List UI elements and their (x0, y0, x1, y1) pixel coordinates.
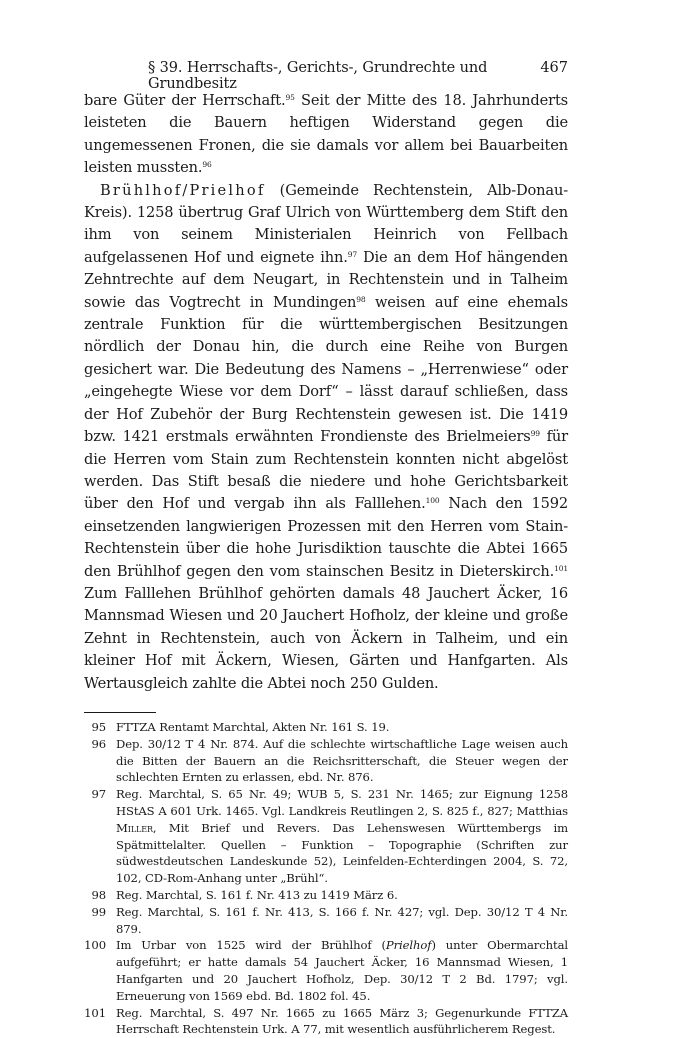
footnote-ref: 97 (347, 249, 357, 259)
text-run: Die an dem Hof hängenden Zehntrechte auf dem Neugart, in Rechtenstein und in Talheim sowie das Vogtrecht in Mundingen (84, 248, 568, 311)
place-name: Brühlhof/Prielhof (100, 181, 266, 199)
footnote-number: 99 (91, 904, 106, 919)
footnote-ref: 96 (202, 160, 212, 170)
text-run: (Gemeinde Rechtenstein, Alb-Donau-Kreis). 1258 übertrug Graf Ulrich von Württemberg dem Stift den ihm von seinem Ministerialen Heinrich von Fellbach aufgelassenen Hof und eignete ihn. (84, 181, 568, 266)
text-run: für die Herren vom Stain zum Rechtenstein konnten nicht abgelöst werden. Das Stift besaß die niedere und hohe Gerichtsbarkeit über den Hof und vergab ihn als Falllehen. (84, 428, 568, 513)
footnote-ref: 99 (530, 429, 540, 439)
footnote-text: FTTZA Rentamt Marchtal, Akten Nr. 161 S. 19. (116, 719, 390, 734)
footnote-number: 97 (91, 787, 106, 802)
footnote-text: Reg. Marchtal, S. 497 Nr. 1665 zu 1665 März 3; Gegenurkunde FTTZA Herrschaft Rechtenstein Urk. A 77, mit wesentlich ausführlicherem Regest. (116, 1005, 568, 1037)
footnote (84, 1005, 568, 1038)
footnote-text: ) unter Obermarchtal aufgeführt; er hatte damals 54 Jauchert Äcker, 16 Mannsmad Wiesen, 1 Hanfgarten und 20 Jauchert Hofholz, Dep. 30/12 T 2 Bd. 1797; vgl. Erneuerung von 1569 ebd. Bd. 1802 fol. 45. (116, 938, 568, 1003)
footnote-ref: 100 (425, 496, 440, 506)
footnote (84, 786, 568, 887)
text-run: weisen auf eine ehemals zentrale Funktion für die württembergischen Besitzungen nördlich der Donau hin, die durch eine Reihe von Burgen gesichert war. Die Bedeutung des Namens – „Herrenwiese“ oder „eingehegte Wiese vor dem Dorf“ – lässt darauf schließen, dass der Hof Zubehör der Burg Rechtenstein gewesen ist. Die 1419 bzw. 1421 erstmals erwähnten Frondienste des Brielmeiers (84, 293, 568, 446)
running-header (84, 56, 568, 92)
text-run: Seit der Mitte des 18. Jahrhunderts leisteten die Bauern heftigen Widerstand gegen die ungemessenen Fronen, die sie damals vor allem bei Bauarbeiten leisten mussten. (84, 92, 568, 177)
footnotes (84, 719, 568, 1038)
footnote-number: 95 (91, 719, 106, 734)
page-number: 467 (540, 60, 568, 76)
author-name: Miller (116, 820, 153, 835)
footnote-ref: 95 (285, 93, 295, 102)
footnote-text: Reg. Marchtal, S. 161 f. Nr. 413, S. 166 f. Nr. 427; vgl. Dep. 30/12 T 4 Nr. 879. (116, 904, 568, 936)
footnote (84, 736, 568, 786)
paragraph (84, 180, 568, 695)
footnote (84, 937, 568, 1004)
paragraph (84, 90, 568, 180)
footnote-number: 100 (84, 938, 106, 953)
footnote-ref: 98 (356, 294, 366, 304)
text-run: Zum Falllehen Brühlhof gehörten damals 48 Jauchert Äcker, 16 Mannsmad Wiesen und 20 Jauchert Hofholz, der kleine und große Zehnt in Rechtenstein, auch von Äckern in Talheim, und ein kleiner Hof mit Äckern, Wiesen, Gärten und Hanfgarten. Als Wertausgleich zahlte die Abtei noch 250 Gulden. (84, 584, 568, 692)
italic-term: Prielhof (385, 938, 432, 953)
footnote-text: Im Urbar von 1525 wird der Brühlhof ( (116, 938, 386, 953)
book-page (84, 56, 568, 1038)
footnote-number: 101 (84, 1005, 106, 1020)
text-run: bare Güter der Herrschaft. (84, 92, 286, 109)
text-run: Nach den 1592 einsetzenden langwierigen Prozessen mit den Herren vom Stain-Rechtenstein über die hohe Jurisdiktion tauschte die Abtei 1665 den Brühlhof gegen den vom stainschen Besitz in Dieterskirch. (84, 495, 568, 580)
footnote-text: , Mit Brief und Revers. Das Lehenswesen Württembergs im Spätmittelalter. Quellen – Funktion – Topographie (Schriften zur südwestdeutschen Landeskunde 52), Leinfelden-Echterdingen 2004, S. 72, 102, CD-Rom-Anhang unter „Brühl“. (116, 820, 568, 886)
footnote-separator (84, 712, 156, 713)
footnote (84, 887, 568, 904)
footnote-ref: 101 (554, 563, 568, 573)
running-title: § 39. Herrschafts-, Gerichts-, Grundrechte und Grundbesitz (148, 60, 488, 92)
footnote-number: 96 (91, 736, 106, 751)
footnote-number: 98 (91, 887, 106, 902)
footnote-text: Reg. Marchtal, S. 161 f. Nr. 413 zu 1419 März 6. (116, 887, 398, 902)
footnote (84, 904, 568, 938)
footnote-text: Reg. Marchtal, S. 65 Nr. 49; WUB 5, S. 231 Nr. 1465; zur Eignung 1258 HStAS A 601 Urk. 1465. Vgl. Landkreis Reutlingen 2, S. 825 f., 827; Matthias (116, 787, 568, 818)
footnote (84, 719, 568, 736)
main-text (84, 90, 568, 695)
footnote-text: Dep. 30/12 T 4 Nr. 874. Auf die schlechte wirtschaftliche Lage weisen auch die Bitten der Bauern an die Reichsritterschaft, die Steuer wegen der schlechten Ernten zu erlassen, ebd. Nr. 876. (116, 736, 568, 785)
